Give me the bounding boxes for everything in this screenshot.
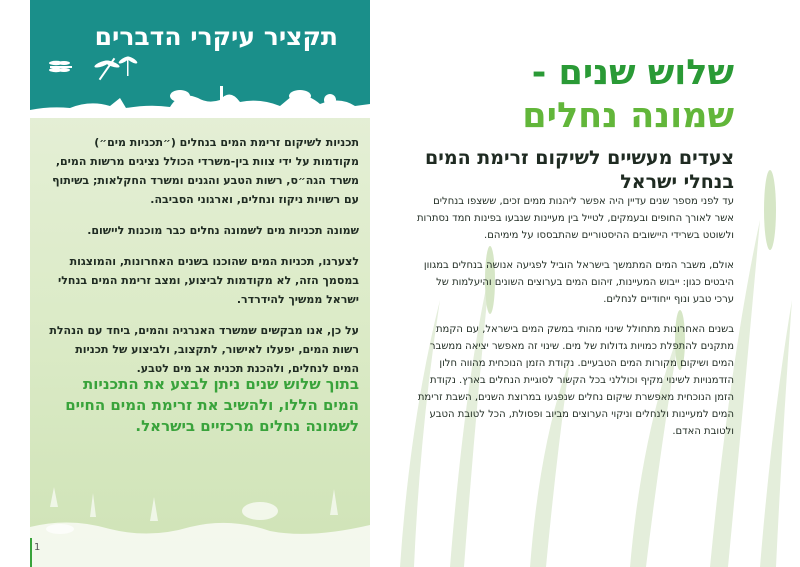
page-title [434,52,734,138]
page-number-rule [30,538,32,567]
page-subtitle: צעדים מעשיים לשיקום זרימת המים בנחלי ישראל [425,147,734,193]
summary-body [46,133,359,390]
wildlife-silhouette [30,78,370,118]
summary-panel [30,0,370,567]
main-column [380,0,800,567]
summary-title: תקציר עיקרי הדברים [94,22,338,51]
summary-highlight: בתוך שלוש שנים ניתן לבצע את התכניות המים הללו, ולהשיב את זרימת המים החיים לשמונה נחלים מרכזיים בישראל. [65,375,359,435]
page-title-line-1: שלוש שנים - [531,53,734,93]
summary-paragraph: תכניות לשיקום זרימת המים בנחלים (״תכניות מים״) מקודמות על ידי צוות בין-משרדי הכולל נציגים מרשות המים, משרד הגה״ס, רשות הטבע והגנים ומשרד החקלאות; בשיתוף עם רשויות ניקוז ונחלים, וארגוני הסביבה. [52,136,359,206]
summary-paragraph: שמונה תכניות מים לשמונה נחלים כבר מוכנות ליישום. [87,224,359,237]
summary-paragraph: לצערנו, תכניות המים שהוכנו בשנים האחרונות, והמוצגות במסמך הזה, לא מקודמות לביצוע, ומצב זרימת המים בנחלי ישראל ממשיך להידרדר. [58,255,359,306]
page-number: 1 [34,542,41,553]
body-paragraph: אולם, משבר המים המתמשך בישראל הוביל לפגיעה אנושה בנחלים במגוון היבטים כגון: ייבוש המעיינות, זיהום המים בערוצים השונים והיעלמות של ערכי טבע ונוף ייחודיים לנחלים. [423,260,734,305]
summary-banner [30,0,370,118]
riverbank-illustration [30,447,370,567]
body-paragraph: עד לפני מספר שנים עדיין היה אפשר ליהנות ממים זכים, ששצפו בנחלים אשר לאורך החופים ובעמקים, לטייל בין מעיינות שנבעו בפינות חמד נסתרות ולשוטט בשרידי היישובים ההיסטוריים שהתבססו על מימיהם. [416,196,734,241]
main-body [414,193,734,453]
page-title-line-2: שמונה נחלים [522,96,734,136]
summary-paragraph: על כן, אנו מבקשים שמשרד האנרגיה והמים, ביחד עם הנהלת רשות המים, יפעלו לאישור, לתקצוב, ולביצוע של תכניות המים לנחלים, ולהכנת תכנית אב מים לטבע. [49,324,359,375]
body-paragraph: בשנים האחרונות מתחולל שינוי מהותי במשק המים בישראל, עם הקמת מתקנים להתפלת כמויות גדולות של מים. שינוי זה מאפשר יציאה ממשבר המים ושיקום מקורות המים הטבעיים. נקודת הזמן הנוכחית מהווה חלון הזדמנויות לשינוי מקיף וכוללני בכל הקשור לסוגיית הנחלים בארץ. נקודת הזמן הנוכחית מאפשרת שיקום נחלים שנפגעו במרוצת השנים, השבת זרימת המים למעיינות ולנחלים וניקוי הערוצים מביוב ופסולת, הכל לטובת הטבע ולטובת האדם. [417,324,734,437]
